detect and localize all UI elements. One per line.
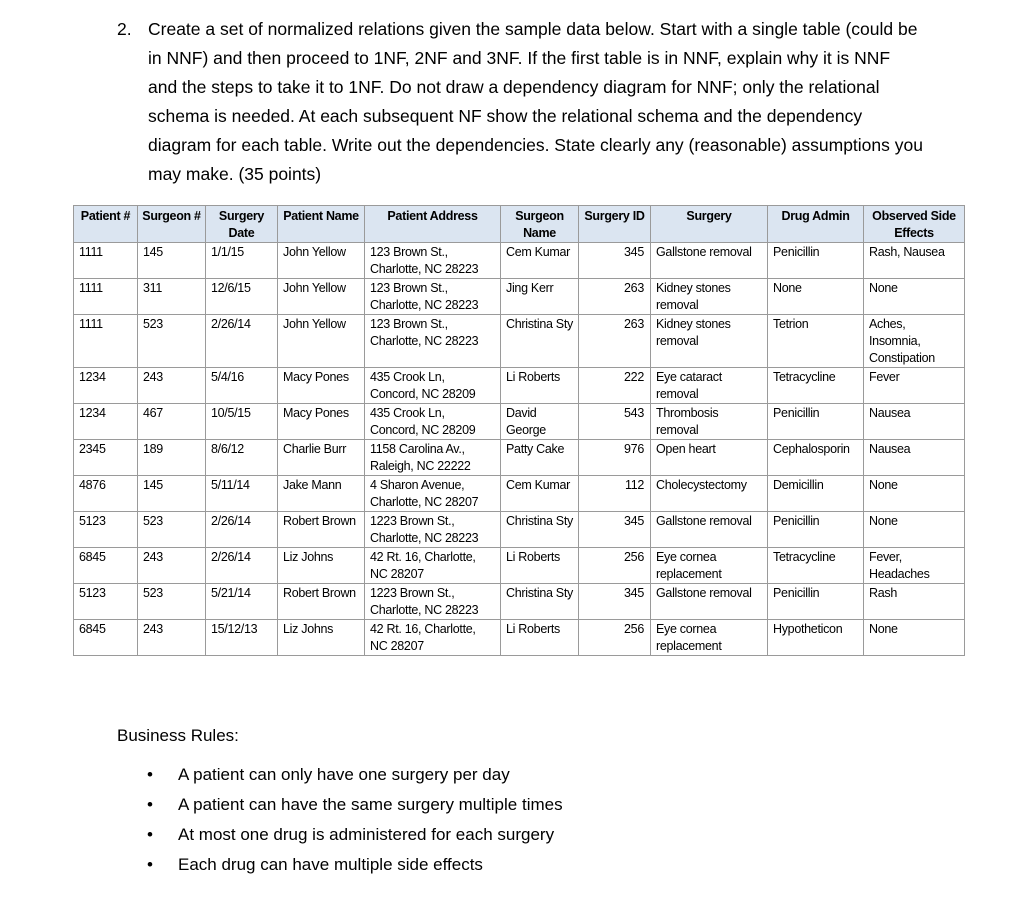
table-row [74, 243, 965, 279]
cell-surgery-id: 263 [579, 279, 651, 315]
cell-drug-admin: Penicillin [768, 512, 864, 548]
list-item [147, 790, 563, 820]
cell-surgery-id: 345 [579, 512, 651, 548]
cell-patient-number: 1111 [74, 315, 138, 368]
cell-surgery-date: 15/12/13 [206, 620, 278, 656]
question-text: Create a set of normalized relations given the sample data below. Start with a single table (could be in NNF) and then proceed to 1NF, 2NF and 3NF. If the first table is in NNF, explain why it is NNF and the steps to take it to 1NF. Do not draw a dependency diagram for NNF; only the relational schema is needed. At each subsequent NF show the relational schema and the dependency diagram for each table. Write out the dependencies. State clearly any (reasonable) assumptions you may make. (35 points) [148, 19, 923, 184]
cell-patient-number: 6845 [74, 548, 138, 584]
business-rules-title: Business Rules: [117, 726, 239, 745]
header-patient-address: Patient Address [365, 206, 501, 243]
cell-side-effects: Fever, Headaches [864, 548, 965, 584]
cell-patient-number: 1234 [74, 404, 138, 440]
cell-surgery-id: 345 [579, 243, 651, 279]
bullet-icon: • [147, 855, 153, 874]
cell-drug-admin: Penicillin [768, 584, 864, 620]
cell-side-effects: Nausea [864, 440, 965, 476]
rule-text: At most one drug is administered for each surgery [178, 825, 555, 844]
cell-patient-name: Liz Johns [278, 548, 365, 584]
table-row [74, 584, 965, 620]
cell-surgeon-number: 243 [138, 368, 206, 404]
cell-drug-admin: Tetracycline [768, 548, 864, 584]
cell-surgery-id: 543 [579, 404, 651, 440]
rule-text: A patient can only have one surgery per day [178, 765, 510, 784]
cell-surgery-id: 256 [579, 548, 651, 584]
cell-side-effects: Nausea [864, 404, 965, 440]
cell-surgeon-name: David George [501, 404, 579, 440]
cell-surgery-date: 5/4/16 [206, 368, 278, 404]
cell-drug-admin: Tetrion [768, 315, 864, 368]
cell-surgery: Kidney stones removal [651, 315, 768, 368]
table-row [74, 548, 965, 584]
cell-patient-address: 123 Brown St., Charlotte, NC 28223 [365, 279, 501, 315]
cell-surgery: Open heart [651, 440, 768, 476]
cell-surgeon-name: Li Roberts [501, 620, 579, 656]
header-side-effects: Observed Side Effects [864, 206, 965, 243]
cell-surgery: Eye cataract removal [651, 368, 768, 404]
header-drug-admin: Drug Admin [768, 206, 864, 243]
cell-surgeon-number: 243 [138, 548, 206, 584]
cell-patient-address: 1223 Brown St., Charlotte, NC 28223 [365, 584, 501, 620]
cell-surgeon-number: 523 [138, 315, 206, 368]
cell-surgery: Gallstone removal [651, 243, 768, 279]
table-row [74, 279, 965, 315]
cell-patient-address: 42 Rt. 16, Charlotte, NC 28207 [365, 548, 501, 584]
cell-drug-admin: Penicillin [768, 404, 864, 440]
cell-patient-number: 1111 [74, 243, 138, 279]
cell-surgery: Eye cornea replacement [651, 548, 768, 584]
cell-drug-admin: Hypotheticon [768, 620, 864, 656]
cell-surgeon-number: 523 [138, 584, 206, 620]
cell-patient-address: 1158 Carolina Av., Raleigh, NC 22222 [365, 440, 501, 476]
header-surgery: Surgery [651, 206, 768, 243]
cell-surgeon-name: Cem Kumar [501, 476, 579, 512]
cell-patient-name: Macy Pones [278, 368, 365, 404]
cell-drug-admin: None [768, 279, 864, 315]
cell-surgery-date: 2/26/14 [206, 548, 278, 584]
cell-patient-number: 4876 [74, 476, 138, 512]
cell-side-effects: Rash [864, 584, 965, 620]
header-surgeon-number: Surgeon # [138, 206, 206, 243]
cell-surgery-id: 263 [579, 315, 651, 368]
header-patient-name: Patient Name [278, 206, 365, 243]
cell-patient-name: Macy Pones [278, 404, 365, 440]
cell-side-effects: Aches, Insomnia, Constipation [864, 315, 965, 368]
table-header-row [74, 206, 965, 243]
cell-patient-address: 123 Brown St., Charlotte, NC 28223 [365, 315, 501, 368]
table-row [74, 512, 965, 548]
cell-patient-name: Jake Mann [278, 476, 365, 512]
header-surgery-id: Surgery ID [579, 206, 651, 243]
cell-patient-name: John Yellow [278, 279, 365, 315]
cell-patient-name: Robert Brown [278, 512, 365, 548]
table-row [74, 315, 965, 368]
list-item [147, 820, 563, 850]
cell-surgery-id: 976 [579, 440, 651, 476]
cell-surgery-id: 256 [579, 620, 651, 656]
cell-drug-admin: Demicillin [768, 476, 864, 512]
cell-surgery: Gallstone removal [651, 512, 768, 548]
cell-side-effects: Fever [864, 368, 965, 404]
cell-patient-name: John Yellow [278, 315, 365, 368]
sample-data-table [73, 205, 965, 656]
bullet-icon: • [147, 795, 153, 814]
cell-side-effects: None [864, 279, 965, 315]
header-surgery-date: Surgery Date [206, 206, 278, 243]
header-patient-number: Patient # [74, 206, 138, 243]
bullet-icon: • [147, 765, 153, 784]
cell-surgeon-number: 145 [138, 243, 206, 279]
cell-surgery: Thrombosis removal [651, 404, 768, 440]
cell-surgeon-number: 189 [138, 440, 206, 476]
cell-side-effects: Rash, Nausea [864, 243, 965, 279]
cell-surgery-date: 12/6/15 [206, 279, 278, 315]
cell-side-effects: None [864, 512, 965, 548]
cell-surgeon-name: Li Roberts [501, 368, 579, 404]
table-row [74, 368, 965, 404]
rule-text: A patient can have the same surgery multiple times [178, 795, 563, 814]
table-row [74, 404, 965, 440]
cell-surgery-date: 2/26/14 [206, 512, 278, 548]
cell-surgeon-name: Jing Kerr [501, 279, 579, 315]
cell-surgeon-name: Cem Kumar [501, 243, 579, 279]
header-surgeon-name: Surgeon Name [501, 206, 579, 243]
cell-drug-admin: Tetracycline [768, 368, 864, 404]
cell-patient-name: Robert Brown [278, 584, 365, 620]
rule-text: Each drug can have multiple side effects [178, 855, 483, 874]
cell-patient-number: 6845 [74, 620, 138, 656]
cell-surgery-date: 1/1/15 [206, 243, 278, 279]
cell-patient-name: Liz Johns [278, 620, 365, 656]
cell-side-effects: None [864, 620, 965, 656]
cell-patient-name: John Yellow [278, 243, 365, 279]
cell-surgeon-number: 311 [138, 279, 206, 315]
cell-surgeon-number: 467 [138, 404, 206, 440]
cell-surgeon-name: Li Roberts [501, 548, 579, 584]
cell-patient-number: 1111 [74, 279, 138, 315]
cell-patient-number: 2345 [74, 440, 138, 476]
cell-surgery-id: 345 [579, 584, 651, 620]
cell-surgery: Cholecystectomy [651, 476, 768, 512]
cell-surgeon-number: 243 [138, 620, 206, 656]
cell-patient-address: 42 Rt. 16, Charlotte, NC 28207 [365, 620, 501, 656]
cell-surgeon-name: Patty Cake [501, 440, 579, 476]
cell-surgery-date: 8/6/12 [206, 440, 278, 476]
cell-surgeon-name: Christina Sty [501, 584, 579, 620]
cell-surgeon-number: 145 [138, 476, 206, 512]
cell-surgeon-number: 523 [138, 512, 206, 548]
cell-surgery-id: 222 [579, 368, 651, 404]
cell-surgery-date: 5/11/14 [206, 476, 278, 512]
cell-patient-address: 1223 Brown St., Charlotte, NC 28223 [365, 512, 501, 548]
bullet-icon: • [147, 825, 153, 844]
list-item [147, 760, 563, 790]
business-rules-list [147, 760, 563, 880]
cell-patient-address: 4 Sharon Avenue, Charlotte, NC 28207 [365, 476, 501, 512]
table-row [74, 440, 965, 476]
cell-surgery: Eye cornea replacement [651, 620, 768, 656]
cell-patient-address: 435 Crook Ln, Concord, NC 28209 [365, 368, 501, 404]
cell-drug-admin: Cephalosporin [768, 440, 864, 476]
cell-patient-name: Charlie Burr [278, 440, 365, 476]
cell-patient-number: 1234 [74, 368, 138, 404]
cell-surgeon-name: Christina Sty [501, 315, 579, 368]
table-row [74, 476, 965, 512]
cell-surgeon-name: Christina Sty [501, 512, 579, 548]
cell-surgery: Gallstone removal [651, 584, 768, 620]
list-item [147, 850, 563, 880]
table-row [74, 620, 965, 656]
cell-patient-number: 5123 [74, 512, 138, 548]
cell-drug-admin: Penicillin [768, 243, 864, 279]
cell-surgery-id: 112 [579, 476, 651, 512]
cell-surgery-date: 2/26/14 [206, 315, 278, 368]
cell-side-effects: None [864, 476, 965, 512]
cell-patient-address: 435 Crook Ln, Concord, NC 28209 [365, 404, 501, 440]
cell-surgery: Kidney stones removal [651, 279, 768, 315]
cell-patient-number: 5123 [74, 584, 138, 620]
question-number: 2. [117, 19, 132, 39]
cell-surgery-date: 10/5/15 [206, 404, 278, 440]
cell-patient-address: 123 Brown St., Charlotte, NC 28223 [365, 243, 501, 279]
cell-surgery-date: 5/21/14 [206, 584, 278, 620]
